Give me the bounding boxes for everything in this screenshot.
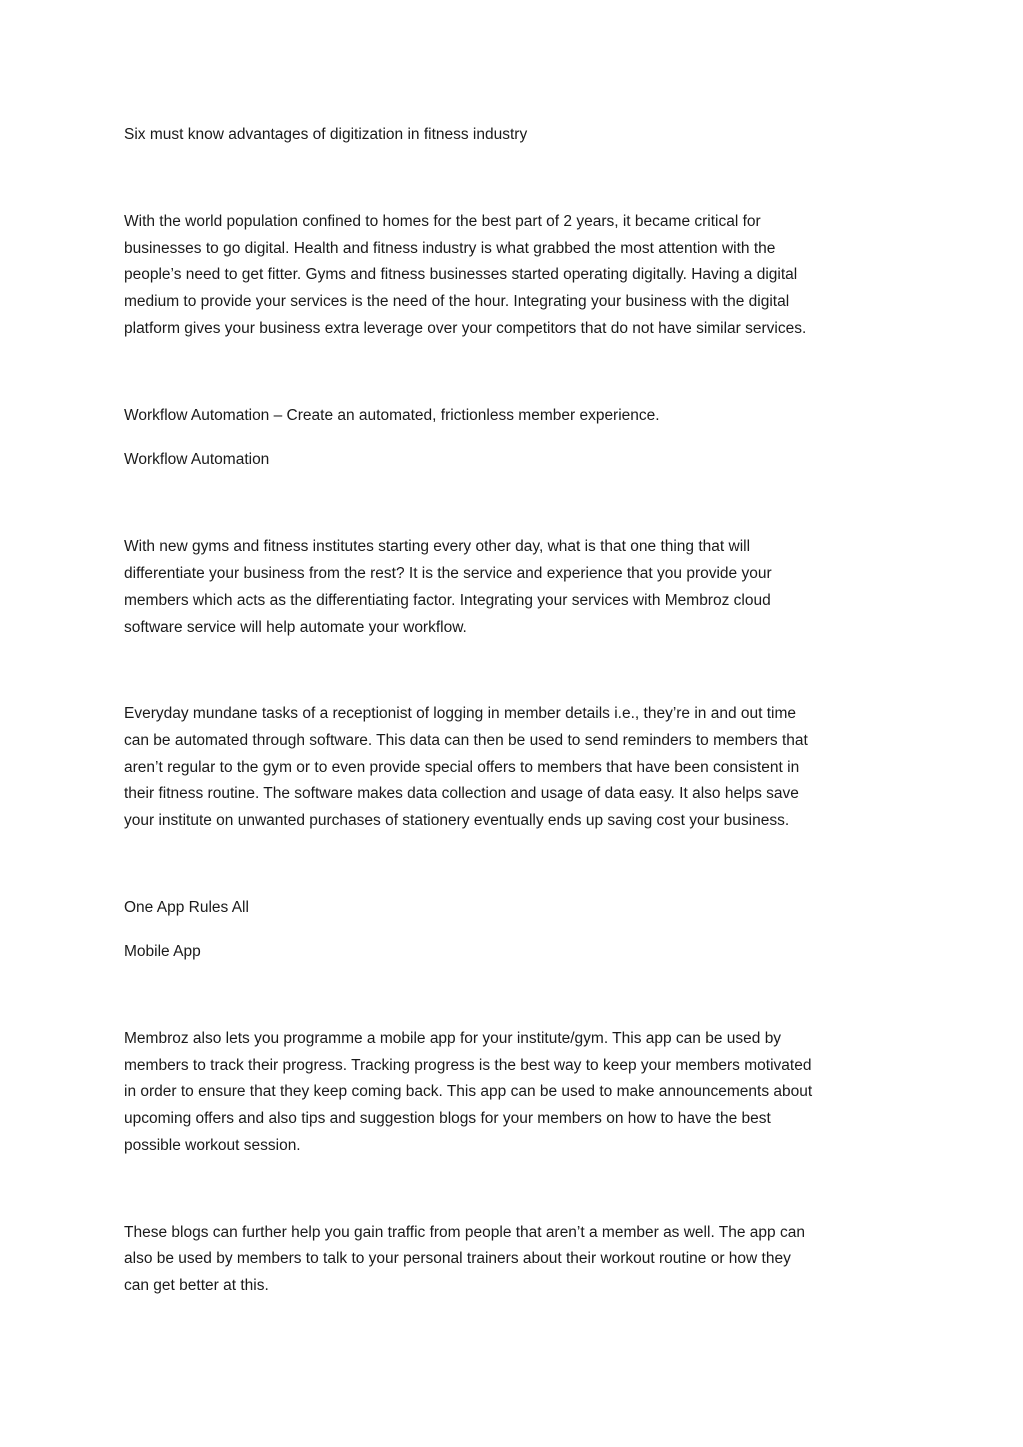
intro-line-2: businesses to go digital. Health and fitness industry is what grabbed the most attention with the bbox=[124, 240, 776, 257]
intro-line-3: people’s need to get fitter. Gyms and fitness businesses started operating digitally. Having a digital bbox=[124, 266, 798, 283]
app-subheading: Mobile App bbox=[124, 943, 201, 960]
document-title: Six must know advantages of digitization in fitness industry bbox=[124, 126, 528, 143]
workflow-p2-line-5: your institute on unwanted purchases of stationery eventually ends up saving cost your business. bbox=[124, 812, 790, 829]
workflow-p2-line-2: can be automated through software. This data can then be used to send reminders to members that bbox=[124, 732, 808, 749]
workflow-p2-line-4: their fitness routine. The software makes data collection and usage of data easy. It also helps save bbox=[124, 785, 799, 802]
workflow-p1-line-3: members which acts as the differentiating factor. Integrating your services with Membroz cloud bbox=[124, 592, 771, 609]
app-heading: One App Rules All bbox=[124, 899, 249, 916]
app-p2-line-3: can get better at this. bbox=[124, 1277, 269, 1294]
app-p1-line-5: possible workout session. bbox=[124, 1137, 301, 1154]
workflow-p2-line-1: Everyday mundane tasks of a receptionist of logging in member details i.e., they’re in and out time bbox=[124, 705, 797, 722]
workflow-heading: Workflow Automation – Create an automated, frictionless member experience. bbox=[124, 407, 660, 424]
workflow-p1-line-4: software service will help automate your workflow. bbox=[124, 619, 467, 636]
intro-line-5: platform gives your business extra leverage over your competitors that do not have similar services. bbox=[124, 320, 807, 337]
app-p1-line-2: members to track their progress. Tracking progress is the best way to keep your members motivated bbox=[124, 1057, 812, 1074]
workflow-subheading: Workflow Automation bbox=[124, 451, 270, 468]
workflow-p1-line-1: With new gyms and fitness institutes starting every other day, what is that one thing that will bbox=[124, 538, 751, 555]
intro-line-1: With the world population confined to homes for the best part of 2 years, it became critical for bbox=[124, 213, 761, 230]
app-p2-line-2: also be used by members to talk to your personal trainers about their workout routine or how they bbox=[124, 1250, 791, 1267]
intro-line-4: medium to provide your services is the need of the hour. Integrating your business with the digital bbox=[124, 293, 790, 310]
app-p1-line-4: upcoming offers and also tips and suggestion blogs for your members on how to have the best bbox=[124, 1110, 771, 1127]
app-p1-line-1: Membroz also lets you programme a mobile app for your institute/gym. This app can be used by bbox=[124, 1030, 782, 1047]
app-p1-line-3: in order to ensure that they keep coming back. This app can be used to make announcements about bbox=[124, 1083, 813, 1100]
workflow-p1-line-2: differentiate your business from the rest? It is the service and experience that you provide your bbox=[124, 565, 772, 582]
app-p2-line-1: These blogs can further help you gain traffic from people that aren’t a member as well. The app can bbox=[124, 1224, 805, 1241]
workflow-p2-line-3: aren’t regular to the gym or to even provide special offers to members that have been consistent in bbox=[124, 759, 800, 776]
